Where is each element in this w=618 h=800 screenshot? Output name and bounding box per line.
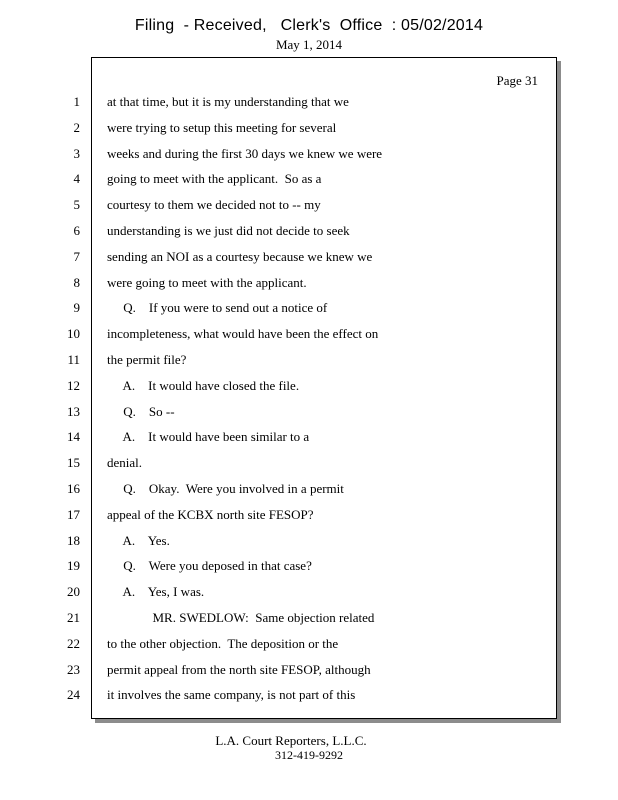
line-text: Q. If you were to send out a notice of <box>107 300 328 315</box>
line-number: 5 <box>73 197 80 212</box>
deposition-date: May 1, 2014 <box>275 37 343 52</box>
line-text: appeal of the KCBX north site FESOP? <box>107 507 314 522</box>
line-text: weeks and during the first 30 days we knew we were <box>107 146 383 161</box>
line-text: Q. So -- <box>107 404 175 419</box>
line-number: 12 <box>67 378 80 393</box>
line-text: incompleteness, what would have been the effect on <box>107 326 379 341</box>
line-text: the permit file? <box>107 352 187 367</box>
line-number: 1 <box>73 94 80 109</box>
line-text: A. It would have closed the file. <box>107 378 300 393</box>
line-number: 11 <box>67 352 80 367</box>
line-text: sending an NOI as a courtesy because we knew we <box>107 249 373 264</box>
line-text: MR. SWEDLOW: Same objection related <box>107 610 375 625</box>
line-number: 3 <box>73 146 80 161</box>
line-number: 2 <box>73 120 80 135</box>
line-number: 6 <box>73 223 80 238</box>
line-number: 10 <box>67 326 80 341</box>
line-number: 20 <box>67 584 80 599</box>
line-text: it involves the same company, is not part of this <box>107 687 356 702</box>
line-text: A. Yes. <box>107 533 170 548</box>
line-text: going to meet with the applicant. So as a <box>107 171 322 186</box>
reporter-phone: 312-419-9292 <box>275 748 343 762</box>
line-number: 23 <box>67 662 80 677</box>
line-number: 8 <box>73 275 80 290</box>
reporter-company: L.A. Court Reporters, L.L.C. <box>215 733 367 748</box>
line-text: Q. Were you deposed in that case? <box>107 558 312 573</box>
line-text: permit appeal from the north site FESOP, although <box>107 662 371 677</box>
line-number: 7 <box>73 249 80 264</box>
line-number: 9 <box>73 300 80 315</box>
line-number: 13 <box>67 404 80 419</box>
line-text: understanding is we just did not decide to seek <box>107 223 350 238</box>
line-text: A. It would have been similar to a <box>107 429 310 444</box>
line-number: 17 <box>67 507 80 522</box>
line-number: 19 <box>67 558 80 573</box>
line-text: courtesy to them we decided not to -- my <box>107 197 321 212</box>
line-number: 24 <box>67 687 80 702</box>
line-number: 16 <box>67 481 80 496</box>
line-number: 14 <box>67 429 80 444</box>
line-text: at that time, but it is my understanding that we <box>107 94 349 109</box>
line-number: 22 <box>67 636 80 651</box>
line-number: 18 <box>67 533 80 548</box>
filing-stamp: Filing - Received, Clerk's Office : 05/02/2014 <box>134 17 484 34</box>
line-text: to the other objection. The deposition or the <box>107 636 339 651</box>
line-text: were going to meet with the applicant. <box>107 275 307 290</box>
line-text: were trying to setup this meeting for several <box>107 120 337 135</box>
line-text: denial. <box>107 455 143 470</box>
line-number: 15 <box>67 455 80 470</box>
line-text: A. Yes, I was. <box>107 584 205 599</box>
line-number: 21 <box>67 610 80 625</box>
page-number: Page 31 <box>496 73 538 88</box>
line-number: 4 <box>73 171 80 186</box>
line-text: Q. Okay. Were you involved in a permit <box>107 481 344 496</box>
